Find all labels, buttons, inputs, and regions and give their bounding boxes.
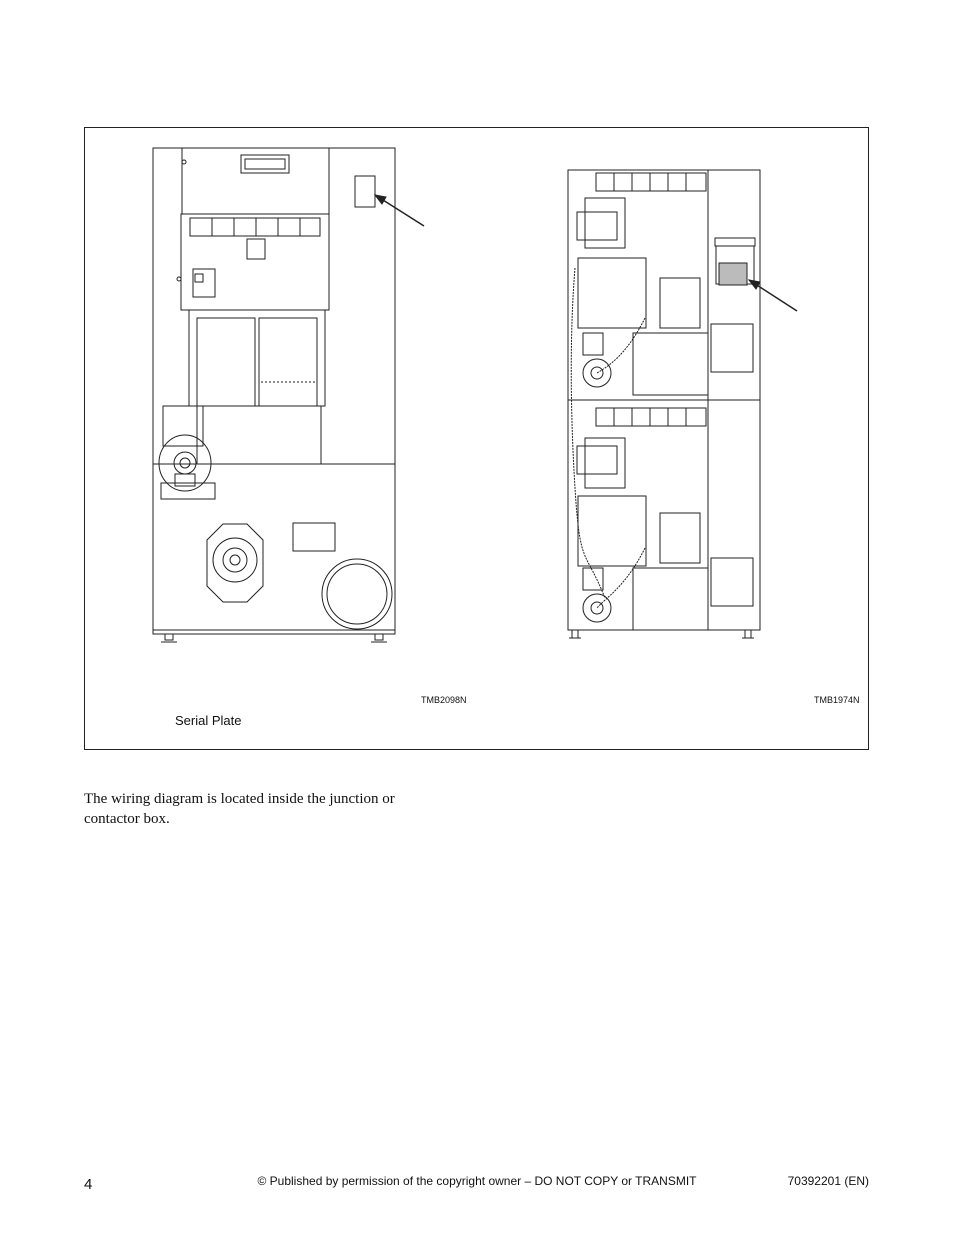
serial-plate xyxy=(355,176,375,207)
dryer-illustrations xyxy=(85,128,870,751)
figure-frame xyxy=(84,127,869,750)
right-dryer-drawing xyxy=(568,170,797,638)
page-number: 4 xyxy=(84,1176,93,1193)
wiring-diagram-note: The wiring diagram is located inside the junction or contactor box. xyxy=(84,791,395,827)
right-drawing-code: TMB1974N xyxy=(814,695,860,705)
left-drawing-code: TMB2098N xyxy=(421,695,467,705)
left-dryer-drawing xyxy=(153,148,424,642)
serial-plate-label: Serial Plate xyxy=(175,713,242,728)
document-id: 70392201 (EN) xyxy=(787,1174,869,1188)
copyright-notice: © Published by permission of the copyright owner – DO NOT COPY or TRANSMIT xyxy=(257,1174,697,1188)
